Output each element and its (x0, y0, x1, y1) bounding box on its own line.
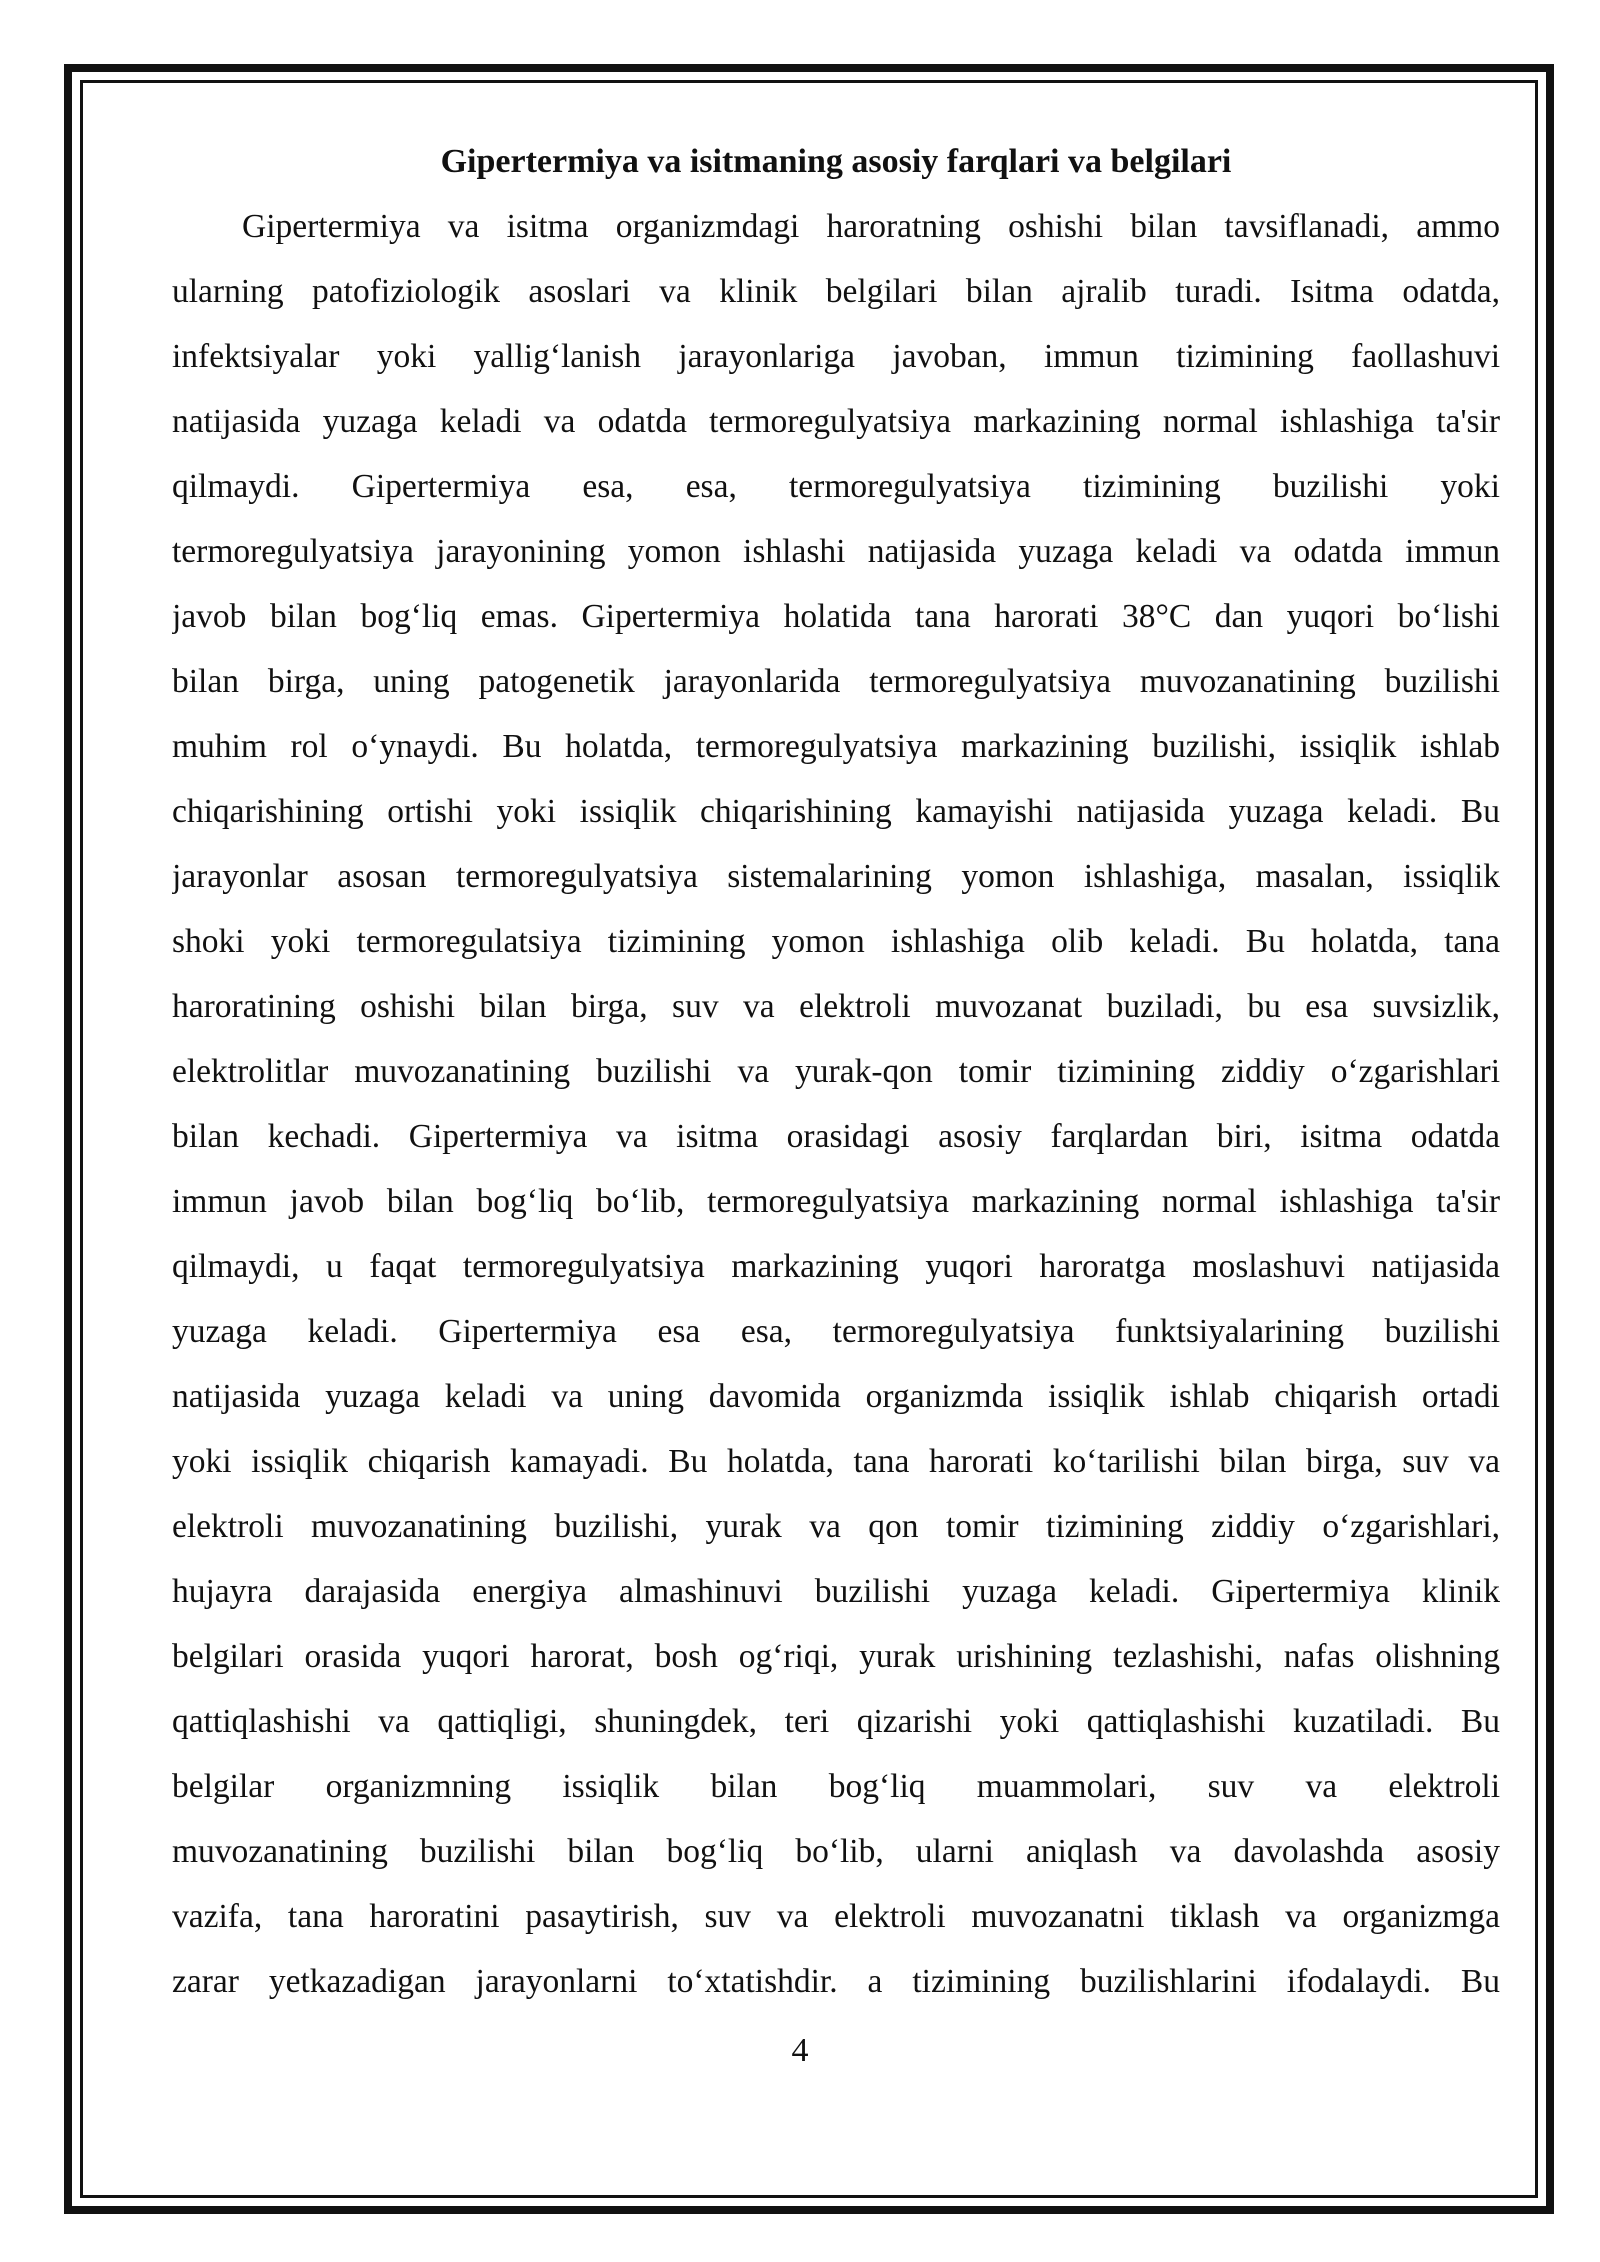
text-line: yoki issiqlik chiqarish kamayadi. Bu holatda, tana harorati ko‘tarilishi bilan birga, suv va (172, 1443, 1500, 1480)
text-line: Gipertermiya va isitma organizmdagi haroratning oshishi bilan tavsiflanadi, ammo (242, 208, 1500, 245)
text-line: qattiqlashishi va qattiqligi, shuningdek, teri qizarishi yoki qattiqlashishi kuzatiladi. Bu (172, 1703, 1500, 1740)
text-line: natijasida yuzaga keladi va odatda termoregulyatsiya markazining normal ishlashiga ta'sir (172, 403, 1500, 440)
text-line: zarar yetkazadigan jarayonlarni to‘xtatishdir. a tizimining buzilishlarini ifodalaydi. Bu (172, 1963, 1500, 2000)
text-line: jarayonlar asosan termoregulyatsiya sistemalarining yomon ishlashiga, masalan, issiqlik (172, 858, 1500, 895)
text-line: immun javob bilan bog‘liq bo‘lib, termoregulyatsiya markazining normal ishlashiga ta'sir (172, 1183, 1500, 1220)
body-paragraph (172, 194, 1500, 2014)
text-line: belgilar organizmning issiqlik bilan bog‘liq muammolari, suv va elektroli (172, 1768, 1500, 1805)
text-line: muhim rol o‘ynaydi. Bu holatda, termoregulyatsiya markazining buzilishi, issiqlik ishlab (172, 728, 1500, 765)
text-line: qilmaydi. Gipertermiya esa, esa, termoregulyatsiya tizimining buzilishi yoki (172, 468, 1500, 505)
text-line: vazifa, tana haroratini pasaytirish, suv va elektroli muvozanatni tiklash va organizmga (172, 1898, 1500, 1935)
text-line: elektrolitlar muvozanatining buzilishi va yurak-qon tomir tizimining ziddiy o‘zgarishlari (172, 1053, 1500, 1090)
text-line: bilan kechadi. Gipertermiya va isitma orasidagi asosiy farqlardan biri, isitma odatda (172, 1118, 1500, 1155)
text-line: yuzaga keladi. Gipertermiya esa esa, termoregulyatsiya funktsiyalarining buzilishi (172, 1313, 1500, 1350)
text-line: qilmaydi, u faqat termoregulyatsiya markazining yuqori haroratga moslashuvi natijasida (172, 1248, 1500, 1285)
text-line: natijasida yuzaga keladi va uning davomida organizmda issiqlik ishlab chiqarish ortadi (172, 1378, 1500, 1415)
text-line: ularning patofiziologik asoslari va klinik belgilari bilan ajralib turadi. Isitma odatda, (172, 273, 1500, 310)
text-line: chiqarishining ortishi yoki issiqlik chiqarishining kamayishi natijasida yuzaga keladi. Bu (172, 793, 1500, 830)
text-line: infektsiyalar yoki yallig‘lanish jarayonlariga javoban, immun tizimining faollashuvi (172, 338, 1500, 375)
text-line: muvozanatining buzilishi bilan bog‘liq bo‘lib, ularni aniqlash va davolashda asosiy (172, 1833, 1500, 1870)
text-line: hujayra darajasida energiya almashinuvi buzilishi yuzaga keladi. Gipertermiya klinik (172, 1573, 1500, 1610)
text-line: shoki yoki termoregulatsiya tizimining yomon ishlashiga olib keladi. Bu holatda, tana (172, 923, 1500, 960)
text-line: termoregulyatsiya jarayonining yomon ishlashi natijasida yuzaga keladi va odatda immun (172, 533, 1500, 570)
text-line: javob bilan bog‘liq emas. Gipertermiya holatida tana harorati 38°C dan yuqori bo‘lishi (172, 598, 1500, 635)
section-heading: Gipertermiya va isitmaning asosiy farqlari va belgilari (440, 143, 1232, 180)
text-line: elektroli muvozanatining buzilishi, yurak va qon tomir tizimining ziddiy o‘zgarishlari, (172, 1508, 1500, 1545)
text-line: haroratining oshishi bilan birga, suv va elektroli muvozanat buziladi, bu esa suvsizlik, (172, 988, 1500, 1025)
text-line: belgilari orasida yuqori harorat, bosh og‘riqi, yurak urishining tezlashishi, nafas olishning (172, 1638, 1500, 1675)
page-number: 4 (791, 2032, 809, 2069)
text-line: bilan birga, uning patogenetik jarayonlarida termoregulyatsiya muvozanatining buzilishi (172, 663, 1500, 700)
